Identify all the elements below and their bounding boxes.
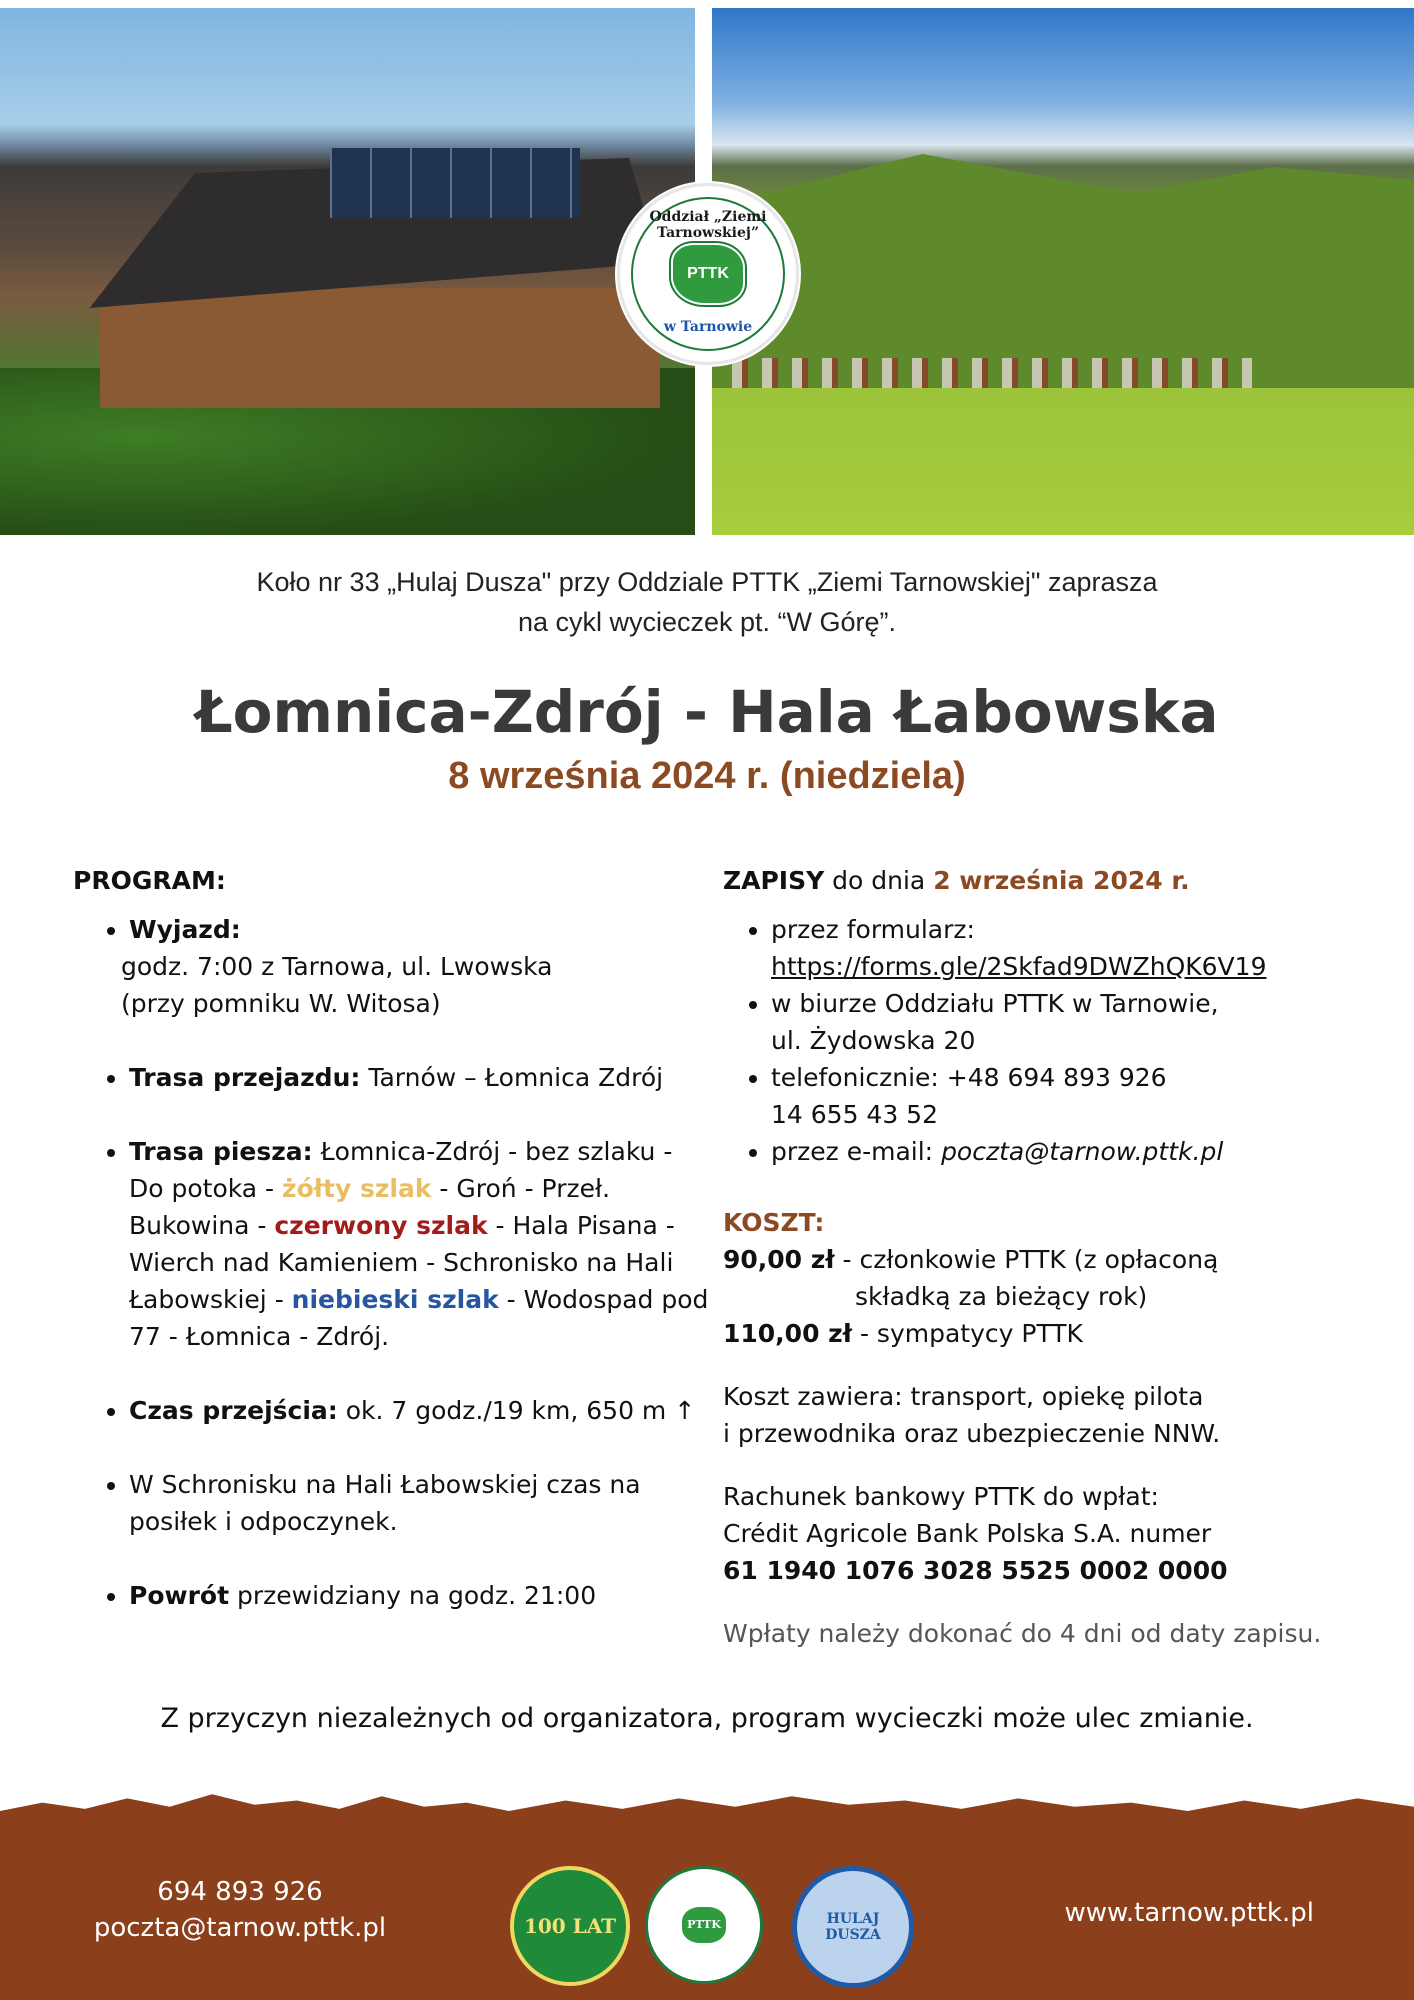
signup-email[interactable]: poczta@tarnow.pttk.pl: [941, 1137, 1224, 1166]
pttk-logo-top-text: Oddział „Ziemi Tarnowskiej”: [649, 209, 767, 241]
intro-line-1: Koło nr 33 „Hulaj Dusza" przy Oddziale PTTK „Ziemi Tarnowskiej" zaprasza: [256, 567, 1158, 597]
photo-mountain-meadow: [712, 8, 1414, 535]
photo-village: [732, 358, 1252, 388]
includes-line-2: i przewodnika oraz ubezpieczenie NNW.: [723, 1419, 1221, 1448]
payment-note: Wpłaty należy dokonać do 4 dni od daty zapisu.: [723, 1619, 1322, 1648]
signup-section: [723, 862, 1363, 1652]
trail-red: czerwony szlak: [274, 1211, 488, 1240]
signup-label: ZAPISY: [723, 866, 825, 895]
others-text: - sympatycy PTTK: [852, 1319, 1083, 1348]
shelter-note: W Schronisku na Hali Łabowskiej czas na posiłek i odpoczynek.: [129, 1470, 641, 1536]
time-value: ok. 7 godz./19 km, 650 m ↑: [337, 1396, 696, 1425]
office-line-1: w biurze Oddziału PTTK w Tarnowie,: [771, 989, 1219, 1018]
cost-others: [723, 1315, 1363, 1352]
signup-heading: [723, 862, 1363, 899]
bank-line-2: Crédit Agricole Bank Polska S.A. numer: [723, 1519, 1212, 1548]
form-link[interactable]: https://forms.gle/2Skfad9DWZhQK6V19: [771, 952, 1267, 981]
form-text: przez formularz:: [771, 915, 975, 944]
time-label: Czas przejścia:: [129, 1396, 338, 1425]
photo-mountain-shelter: [0, 8, 695, 535]
signup-item-phone: [771, 1059, 1363, 1133]
signup-list: [723, 911, 1363, 1170]
departure-label: Wyjazd:: [129, 915, 241, 944]
members-text: - członkowie PTTK (z opłaconą: [834, 1245, 1219, 1274]
cost-members: [723, 1241, 1363, 1315]
bank-info: [723, 1478, 1363, 1589]
logo-hulaj-dusza: HULAJ DUSZA: [792, 1866, 914, 1988]
program-item-departure: [121, 911, 713, 1022]
footer-email[interactable]: poczta@tarnow.pttk.pl: [93, 1913, 387, 1943]
price-members: 90,00 zł: [723, 1245, 835, 1274]
program-item-hike: [129, 1133, 713, 1355]
logo-100-years: 100 LAT: [510, 1866, 630, 1986]
departure-line-1: godz. 7:00 z Tarnowa, ul. Lwowska: [121, 952, 553, 981]
return-label: Powrót: [129, 1581, 230, 1610]
cost-heading: KOSZT:: [723, 1208, 825, 1237]
trail-blue: niebieski szlak: [291, 1285, 499, 1314]
photo-solar-panels: [330, 148, 580, 218]
return-value: przewidziany na godz. 21:00: [229, 1581, 597, 1610]
program-item-time: [129, 1392, 713, 1429]
hike-part-4: - Wodospad pod 77 - Łomnica - Zdrój.: [129, 1285, 709, 1351]
hike-part-3: - Hala Pisana - Wierch nad Kamieniem - Schronisko na Hali Łabowskiej -: [129, 1211, 675, 1314]
includes-line-1: Koszt zawiera: transport, opiekę pilota: [723, 1382, 1204, 1411]
footer-phone[interactable]: 694 893 926: [157, 1877, 323, 1907]
hike-part-1: Łomnica-Zdrój - bez szlaku - Do potoka -: [129, 1137, 673, 1203]
signup-item-office: [771, 985, 1363, 1059]
price-others: 110,00 zł: [723, 1319, 853, 1348]
pttk-logo-inner: [631, 197, 785, 351]
departure-line-2: (przy pomniku W. Witosa): [121, 989, 441, 1018]
drive-label: Trasa przejazdu:: [129, 1063, 361, 1092]
program-section: [73, 862, 713, 1614]
phone-line-1: telefonicznie: +48 694 893 926: [771, 1063, 1167, 1092]
bank-line-1: Rachunek bankowy PTTK do wpłat:: [723, 1482, 1159, 1511]
program-item-return: [129, 1577, 713, 1614]
drive-value: Tarnów – Łomnica Zdrój: [360, 1063, 664, 1092]
pttk-logo-bottom-text: w Tarnowie: [663, 319, 753, 335]
signup-item-form: [771, 911, 1363, 985]
footer-contact: [60, 1874, 420, 1946]
cost-includes: [723, 1378, 1363, 1452]
pttk-logo-map-icon: PTTK: [671, 243, 745, 305]
bank-account: 61 1940 1076 3028 5525 0002 0000: [723, 1556, 1228, 1585]
signup-until-text: do dnia: [824, 866, 934, 895]
intro-text: [0, 562, 1414, 642]
trip-title: Łomnica-Zdrój - Hala Łabowska: [195, 678, 1219, 746]
signup-item-email: [771, 1133, 1363, 1170]
trip-date: 8 września 2024 r. (niedziela): [448, 755, 966, 797]
signup-until-date: 2 września 2024 r.: [933, 866, 1190, 895]
trail-yellow: żółty szlak: [282, 1174, 432, 1203]
footer-website[interactable]: www.tarnow.pttk.pl: [1064, 1898, 1314, 1928]
logo-pttk-footer: [645, 1866, 763, 1984]
photo-hillside: [712, 128, 1414, 388]
photo-shelter-wall: [100, 288, 660, 408]
members-text-2: składką za bieżący rok): [855, 1282, 1148, 1311]
program-item-drive: [129, 1059, 713, 1096]
hike-label: Trasa piesza:: [129, 1137, 313, 1166]
program-list: [73, 911, 713, 1614]
pttk-logo: [617, 183, 799, 365]
program-item-shelter: [129, 1466, 713, 1540]
change-notice: Z przyczyn niezależnych od organizatora, program wycieczki może ulec zmianie.: [160, 1703, 1254, 1734]
hike-part-2: - Groń - Przeł. Bukowina -: [129, 1174, 611, 1240]
program-heading: PROGRAM:: [73, 866, 226, 895]
office-line-2: ul. Żydowska 20: [771, 1026, 976, 1055]
phone-line-2: 14 655 43 52: [771, 1100, 938, 1129]
pttk-footer-map-icon: PTTK: [682, 1907, 726, 1943]
intro-line-2: na cykl wycieczek pt. “W Górę”.: [517, 607, 897, 637]
email-text: przez e-mail:: [771, 1137, 942, 1166]
